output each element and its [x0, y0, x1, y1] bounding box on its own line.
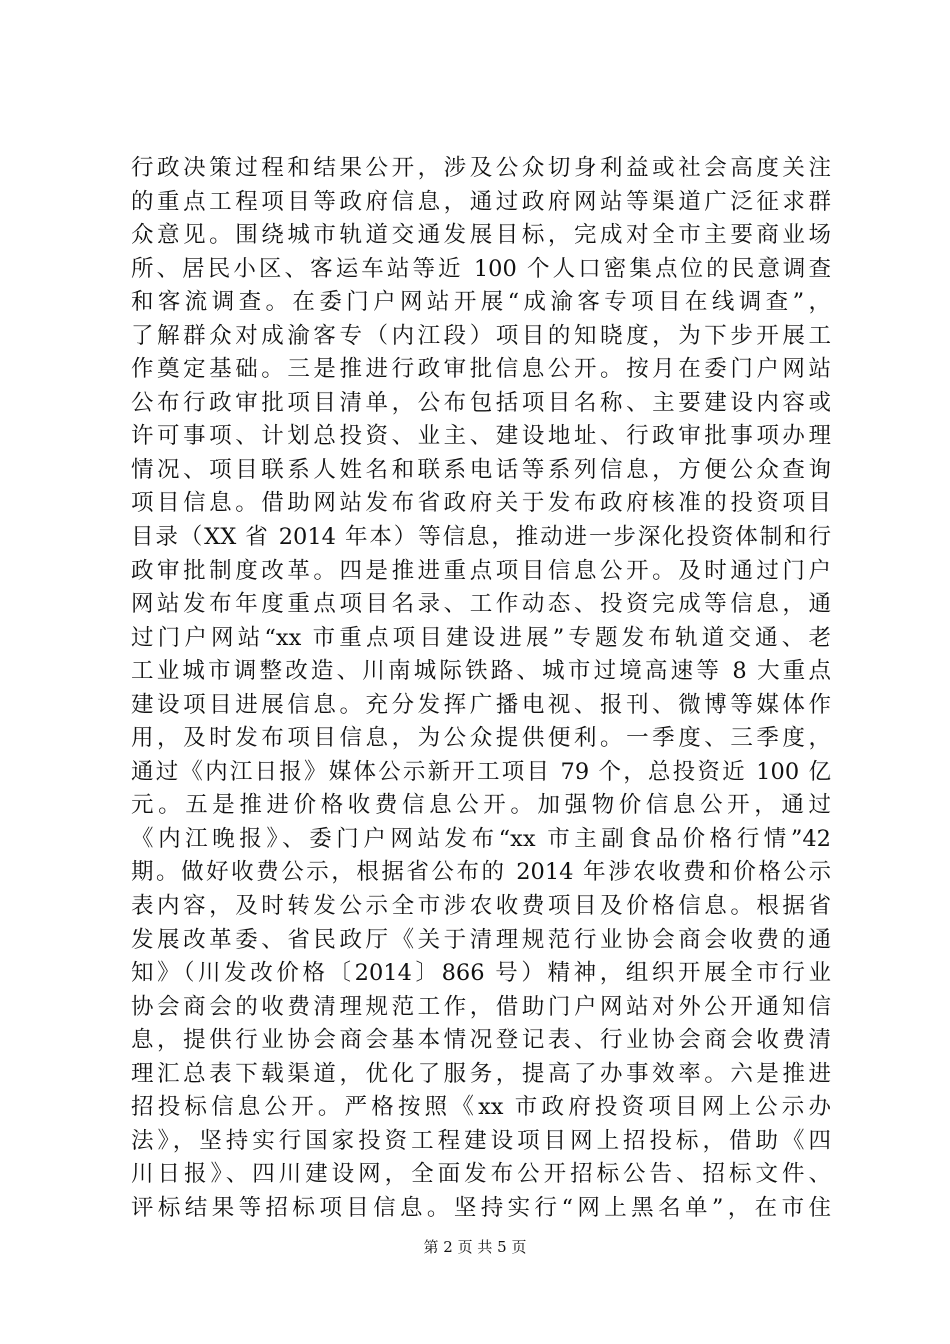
- text-line: 作奠定基础。三是推进行政审批信息公开。按月在委门户网站: [131, 356, 831, 383]
- text-line: 政审批制度改革。四是推进重点项目信息公开。及时通过门户: [131, 557, 831, 584]
- page-footer: [0, 1237, 950, 1257]
- text-line: 评标结果等招标项目信息。坚持实行“网上黑名单”，在市住: [131, 1194, 831, 1221]
- text-line: 期。做好收费公示，根据省公布的 2014 年涉农收费和价格公示: [131, 859, 831, 886]
- text-line: 协会商会的收费清理规范工作，借助门户网站对外公开通知信: [131, 993, 831, 1020]
- text-line: 表内容，及时转发公示全市涉农收费项目及价格信息。根据省: [131, 893, 831, 920]
- text-line: 了解群众对成渝客专（内江段）项目的知晓度，为下步开展工: [131, 322, 831, 349]
- text-line: 工业城市调整改造、川南城际铁路、城市过境高速等 8 大重点: [131, 658, 831, 685]
- text-line: 项目信息。借助网站发布省政府关于发布政府核准的投资项目: [131, 490, 831, 517]
- text-line: 建设项目进展信息。充分发挥广播电视、报刊、微博等媒体作: [131, 691, 831, 718]
- text-line: 理汇总表下载渠道，优化了服务，提高了办事效率。六是推进: [131, 1060, 831, 1087]
- text-line: 情况、项目联系人姓名和联系电话等系列信息，方便公众查询: [131, 456, 831, 483]
- text-line: 通过《内江日报》媒体公示新开工项目 79 个，总投资近 100 亿: [131, 758, 831, 785]
- text-line: 发展改革委、省民政厅《关于清理规范行业协会商会收费的通: [131, 926, 831, 953]
- text-line: 息，提供行业协会商会基本情况登记表、行业协会商会收费清: [131, 1027, 831, 1054]
- text-line: 许可事项、计划总投资、业主、建设地址、行政审批事项办理: [131, 423, 831, 450]
- text-line: 的重点工程项目等政府信息，通过政府网站等渠道广泛征求群: [131, 188, 831, 215]
- page-number: 第 2 页 共 5 页: [423, 1238, 527, 1256]
- text-line: 招投标信息公开。严格按照《xx 市政府投资项目网上公示办: [131, 1094, 831, 1121]
- text-line: 网站发布年度重点项目名录、工作动态、投资完成等信息，通: [131, 591, 831, 618]
- text-line: 所、居民小区、客运车站等近 100 个人口密集点位的民意调查: [131, 255, 831, 282]
- document-body: [131, 152, 831, 1226]
- text-line: 《内江晚报》、委门户网站发布“xx 市主副食品价格行情”42: [131, 825, 831, 852]
- text-line: 川日报》、四川建设网，全面发布公开招标公告、招标文件、: [131, 1161, 831, 1188]
- text-line: 元。五是推进价格收费信息公开。加强物价信息公开，通过: [131, 792, 831, 819]
- text-line: 知》（川发改价格〔2014〕866 号）精神，组织开展全市行业: [131, 960, 831, 987]
- text-line: 过门户网站“xx 市重点项目建设进展”专题发布轨道交通、老: [131, 624, 831, 651]
- text-line: 用，及时发布项目信息，为公众提供便利。一季度、三季度，: [131, 725, 831, 752]
- text-line: 和客流调查。在委门户网站开展“成渝客专项目在线调查”，: [131, 289, 831, 316]
- text-line: 目录（XX 省 2014 年本）等信息，推动进一步深化投资体制和行: [131, 524, 831, 551]
- text-line: 行政决策过程和结果公开，涉及公众切身利益或社会高度关注: [131, 155, 831, 181]
- text-line: 公布行政审批项目清单，公布包括项目名称、主要建设内容或: [131, 389, 831, 416]
- text-line: 法》，坚持实行国家投资工程建设项目网上招投标，借助《四: [131, 1127, 831, 1154]
- text-line: 众意见。围绕城市轨道交通发展目标，完成对全市主要商业场: [131, 222, 831, 249]
